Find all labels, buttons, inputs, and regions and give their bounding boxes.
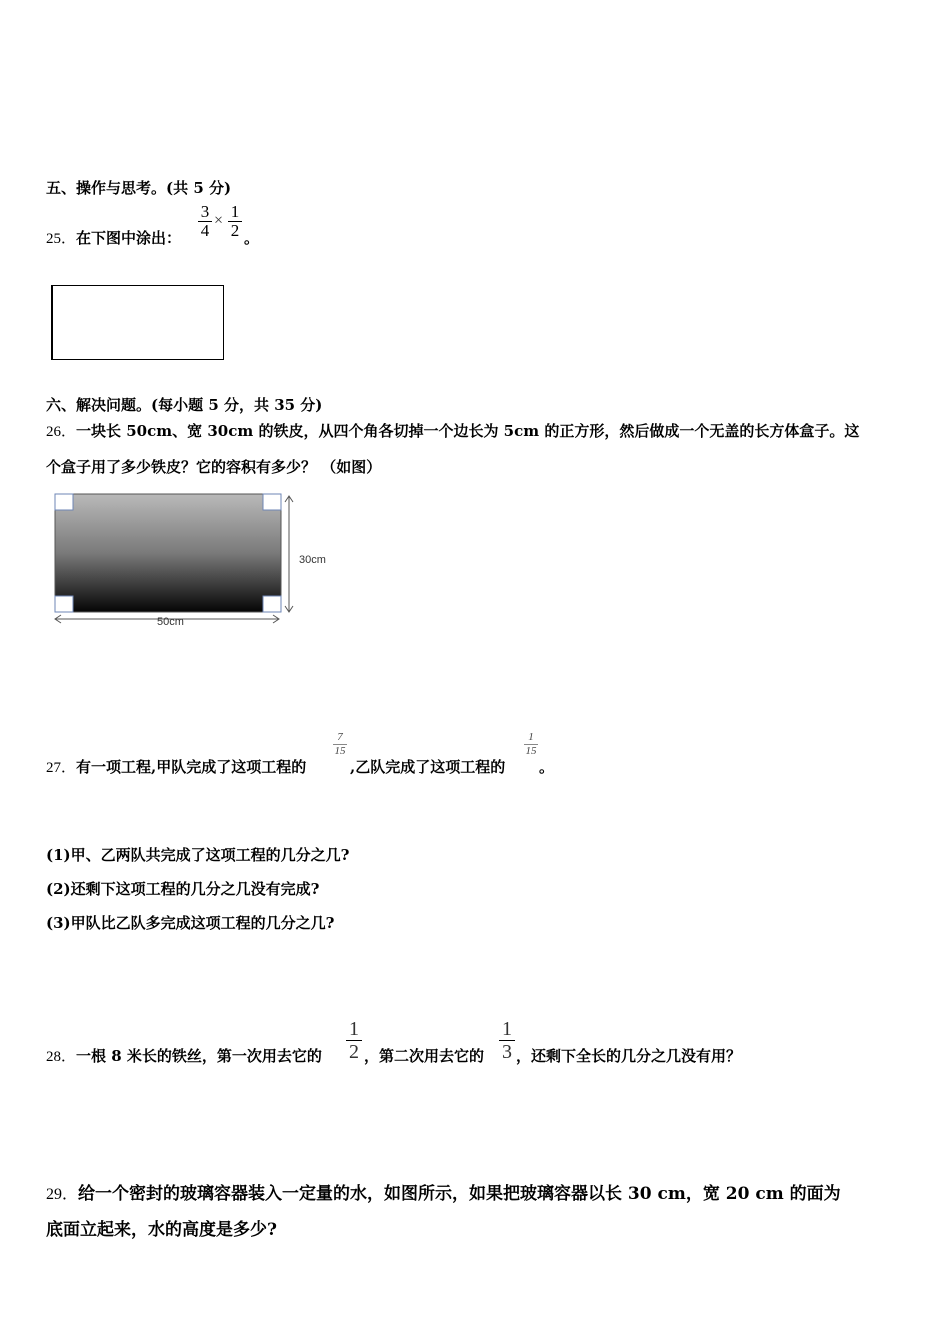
question-text: 给一个密封的玻璃容器装入一定量的水，如图所示，如果把玻璃容器以长 30 cm，宽 20 cm 的面为 xyxy=(78,1184,841,1204)
fraction-1-3 xyxy=(499,1018,515,1063)
corner-square-bottom-left xyxy=(55,596,73,612)
q27-tail: 。 xyxy=(539,758,555,776)
question-27-part-2: ,乙队完成了这项工程的 xyxy=(350,758,506,776)
question-27 xyxy=(46,756,306,777)
question-27-sub-3: (3)甲队比乙队多完成这项工程的几分之几? xyxy=(46,914,335,932)
question-26-line-1 xyxy=(46,420,859,441)
denominator: 4 xyxy=(198,221,212,240)
fraction-1-2 xyxy=(346,1018,362,1063)
corner-square-top-right xyxy=(263,494,281,510)
denominator: 2 xyxy=(346,1040,362,1063)
question-28-part-3: ，还剩下全长的几分之几没有用？ xyxy=(516,1047,742,1065)
question-28-part-2: ，第二次用去它的 xyxy=(364,1047,485,1065)
question-29-line-1 xyxy=(46,1179,841,1204)
question-number: 27． xyxy=(46,760,77,776)
fraction-7-15 xyxy=(333,731,347,758)
fraction-1-2 xyxy=(228,203,242,240)
numerator: 1 xyxy=(230,202,240,221)
question-27-sub-1: (1)甲、乙两队共完成了这项工程的几分之几? xyxy=(46,846,350,864)
q25-tail: 。 xyxy=(244,229,260,247)
numerator: 7 xyxy=(337,731,343,743)
question-27-sub-2: (2)还剩下这项工程的几分之几没有完成? xyxy=(46,880,320,898)
question-26-line-2: 个盒子用了多少铁皮？它的容积有多少？ （如图） xyxy=(46,458,382,476)
question-25 xyxy=(46,227,181,248)
question-number: 25． xyxy=(46,231,77,247)
width-label: 50cm xyxy=(157,616,184,628)
question-number: 29． xyxy=(46,1186,79,1203)
question-text-part-1: 一根 8 米长的铁丝，第一次用去它的 xyxy=(76,1047,322,1065)
fraction-3-4 xyxy=(198,203,212,240)
fraction-1-15 xyxy=(524,731,538,758)
corner-square-top-left xyxy=(55,494,73,510)
numerator: 1 xyxy=(502,1018,512,1040)
numerator: 3 xyxy=(200,202,210,221)
question-text-part-1: 有一项工程,甲队完成了这项工程的 xyxy=(76,758,307,776)
denominator: 3 xyxy=(499,1040,515,1063)
section-5-heading: 五、操作与思考。(共 5 分) xyxy=(46,179,232,197)
numerator: 1 xyxy=(528,731,534,743)
shading-rectangle xyxy=(51,285,224,360)
question-text: 一块长 50cm、宽 30cm 的铁皮，从四个角各切掉一个边长为 5cm 的正方形，然后做成一个无盖的长方体盒子。这 xyxy=(76,422,860,440)
height-label: 30cm xyxy=(299,554,326,566)
denominator: 2 xyxy=(228,221,242,240)
section-6-heading: 六、解决问题。(每小题 5 分，共 35 分) xyxy=(46,396,323,414)
question-28 xyxy=(46,1045,322,1066)
denominator: 15 xyxy=(334,745,346,757)
question-number: 28． xyxy=(46,1049,77,1065)
numerator: 1 xyxy=(349,1018,359,1040)
iron-sheet xyxy=(55,494,281,612)
question-number: 26． xyxy=(46,424,77,440)
question-29-line-2: 底面立起来，水的高度是多少? xyxy=(46,1220,277,1240)
times-sign: × xyxy=(214,212,224,229)
question-text: 在下图中涂出： xyxy=(76,229,182,247)
denominator: 15 xyxy=(525,745,537,757)
corner-square-bottom-right xyxy=(263,596,281,612)
